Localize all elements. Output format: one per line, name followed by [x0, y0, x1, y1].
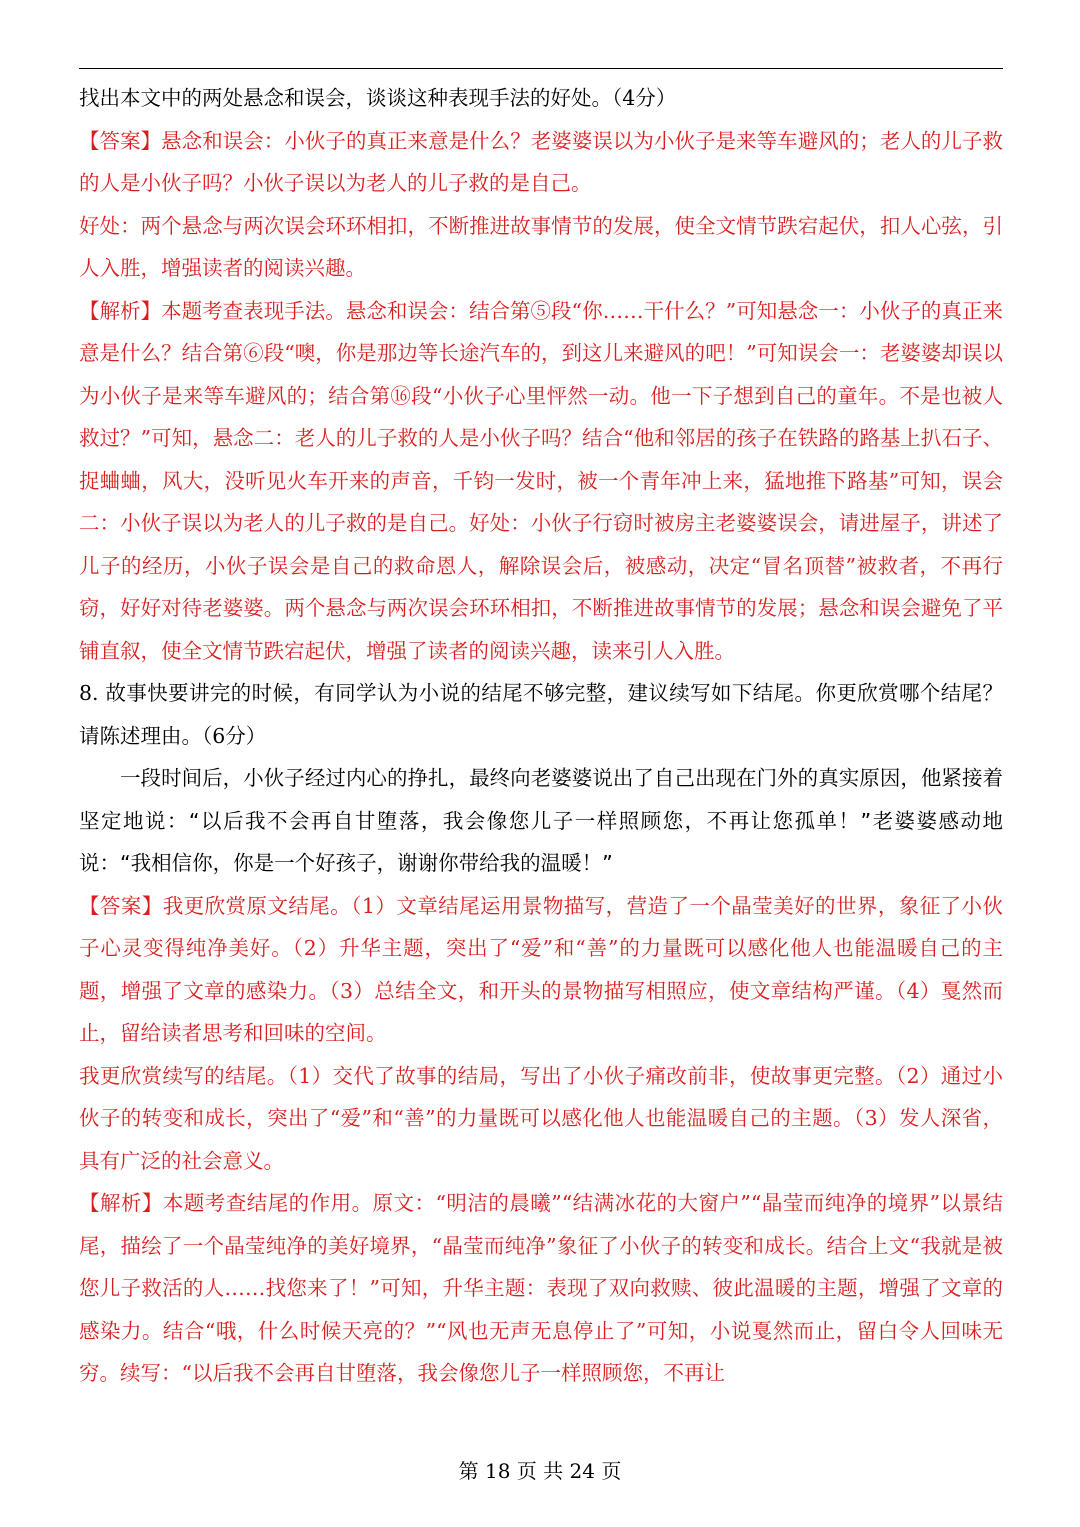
- q8-passage: 一段时间后，小伙子经过内心的挣扎，最终向老婆婆说出了自己出现在门外的真实原因，他紧接着坚定地说：“以后我不会再自甘堕落，我会像您儿子一样照顾您，不再让您孤单！”老婆婆感动地说：“我相信你，你是一个好孩子，谢谢你带给我的温暖！”: [79, 766, 1003, 875]
- header-rule: [79, 68, 1003, 69]
- q7-question: 找出本文中的两处悬念和误会，谈谈这种表现手法的好处。（4分）: [79, 86, 677, 110]
- answer-text: 悬念和误会：小伙子的真正来意是什么？老婆婆误以为小伙子是来等车避风的；老人的儿子救的人是小伙子吗？小伙子误以为老人的儿子救的是自己。: [79, 128, 1004, 195]
- page-number: 第 18 页 共 24 页: [458, 1459, 622, 1483]
- answer-text: 我更欣赏原文结尾。（1）文章结尾运用景物描写，营造了一个晶莹美好的世界，象征了小伙子心灵变得纯净美好。（2）升华主题，突出了“爱”和“善”的力量既可以感化他人也能温暖自己的主题，增强了文章的感染力。（3）总结全文，和开头的景物描写相照应，使文章结构严谨。（4）戛然而止，留给读者思考和回味的空间。: [79, 893, 1003, 1045]
- analysis-text: 本题考查结尾的作用。原文：“明洁的晨曦”“结满冰花的大窗户”“晶莹而纯净的境界”以景结尾，描绘了一个晶莹纯净的美好境界，“晶莹而纯净”象征了小伙子的转变和成长。结合上文“我就是被您儿子救活的人……找您来了！”可知，升华主题：表现了双向救赎、彼此温暖的主题，增强了文章的感染力。结合“哦，什么时候天亮的？”“风也无声无息停止了”可知，小说戛然而止，留白令人回味无穷。续写：“以后我不会再自甘堕落，我会像您儿子一样照顾您，不再让: [79, 1191, 1003, 1385]
- q7-answer-p1: [79, 120, 1003, 205]
- q8-question: 8. 故事快要讲完的时候，有同学认为小说的结尾不够完整，建议续写如下结尾。你更欣赏哪个结尾？请陈述理由。（6分）: [79, 681, 1003, 748]
- answer-tag: 【答案】: [79, 893, 163, 918]
- analysis-text: 本题考查表现手法。悬念和误会：结合第⑤段“你……干什么？”可知悬念一：小伙子的真正来意是什么？结合第⑥段“噢，你是那边等长途汽车的，到这儿来避风的吧！”可知误会一：老婆婆却误以为小伙子是来等车避风的；结合第⑯段“小伙子心里怦然一动。他一下子想到自己的童年。不是也被人救过？”可知，悬念二：老人的儿子救的人是小伙子吗？结合“他和邻居的孩子在铁路的路基上扒石子、捉蛐蛐，风大，没听见火车开来的声音，千钧一发时，被一个青年冲上来，猛地推下路基”可知，误会二：小伙子误以为老人的儿子救的是自己。好处：小伙子行窃时被房主老婆婆误会，请进屋子，讲述了儿子的经历，小伙子误会是自己的救命恩人，解除误会后，被感动，决定“冒名顶替”被救者，不再行窃，好好对待老婆婆。两个悬念与两次误会环环相扣，不断推进故事情节的发展；悬念和误会避免了平铺直叙，使全文情节跌宕起伏，增强了读者的阅读兴趣，读来引人入胜。: [79, 298, 1003, 663]
- q8-analysis: [79, 1182, 1003, 1395]
- analysis-tag: 【解析】: [79, 1191, 163, 1215]
- q7-answer-p2: 好处：两个悬念与两次误会环环相扣，不断推进故事情节的发展，使全文情节跌宕起伏，扣人心弦，引人入胜，增强读者的阅读兴趣。: [79, 213, 1003, 280]
- page-content: [79, 77, 1003, 1395]
- q8-answer-p1: [79, 885, 1003, 1055]
- answer-tag: 【答案】: [79, 128, 162, 153]
- q7-analysis: [79, 290, 1003, 673]
- q8-answer-p2: 我更欣赏续写的结尾。（1）交代了故事的结局，写出了小伙子痛改前非，使故事更完整。（2）通过小伙子的转变和成长，突出了“爱”和“善”的力量既可以感化他人也能温暖自己的主题。（3）发人深省，具有广泛的社会意义。: [79, 1063, 1003, 1173]
- analysis-tag: 【解析】: [79, 298, 162, 323]
